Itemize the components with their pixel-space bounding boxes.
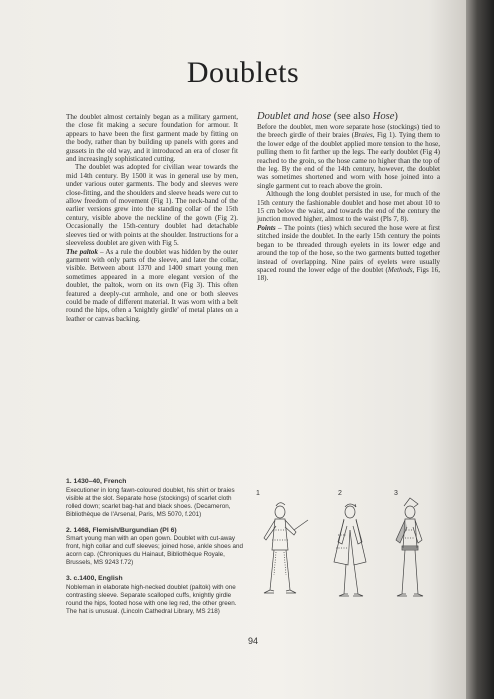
intro-paragraph: The doublet almost certainly began as a military garment, the close fit making a secure foundation for armour. It appears to have been the first garment made by fitting on the body, rather than by building up panels with gores and gussets in the old way, and it introduced an era of closer fit and increasingly sophisticated cutting. — [66, 113, 238, 164]
caption-1-text: Executioner in long fawn-coloured doublet, his shirt or braies visible at the slot. Separate hose (stockings) of scarlet cloth rolled down; scarlet bag-hat and black shoes. (Decameron, Bibliothèque de l'Arsenal, Paris, MS 5070, f.201) — [66, 486, 235, 518]
figure-2-label: 2 — [338, 490, 342, 497]
hose-text-a: Before the doublet, men wore separate hose (stockings) tied to the breech girdle of their braies ( — [257, 123, 440, 140]
subheading-hose-ref: Hose — [372, 111, 395, 122]
page-number: 94 — [247, 636, 258, 646]
civilian-wear-paragraph: The doublet was adopted for civilian wear towards the mid 14th century. By 1500 it was in general use by men, under various outer garments. The body and sleeves were close-fitting, and the shoulders and sleeve heads were cut to allow freedom of movement (Fig 1). The neck-band of the earlier versions grew into the standing collar of the 15th century, visible above the neckline of the gown (Fig 2). Occasionally the 15th-century doublet had detachable sleeves tied or with points at the shoulder. Instructions for a sleeveless doublet are given with Fig 5. — [66, 163, 238, 248]
subheading-close: ) — [394, 111, 398, 122]
caption-2 — [66, 527, 246, 568]
points-paragraph — [257, 224, 440, 283]
costume-figures-drawing — [250, 490, 450, 615]
points-text-b: , Figs 16, 18). — [257, 265, 440, 283]
book-gutter-shadow — [466, 0, 494, 699]
caption-3-heading: 3. c.1400, English — [66, 575, 123, 583]
paltok-paragraph — [66, 248, 238, 324]
long-doublet-paragraph: Although the long doublet persisted in use, for much of the 15th century the fashionable doublet and hose met about 10 to 15 cm below the waist, and towards the end of the century the junction moved higher, almost to the waist (Pls 7, 8). — [257, 190, 440, 224]
figure-1-executioner — [264, 503, 308, 593]
right-text-column — [257, 111, 440, 283]
caption-1-heading: 1. 1430–40, French — [66, 478, 127, 485]
hose-paragraph — [257, 123, 440, 190]
figure-1-label: 1 — [256, 490, 260, 497]
left-text-column — [66, 113, 238, 323]
figure-3-label: 3 — [394, 490, 398, 497]
points-text-a: – The points (ties) which secured the hose were at first stitched inside the doublet. In the early 15th century the points began to be threaded through eyelets in its lower edge and around the top of the hose, so the two garments butted together instead of overlapping. Nine pairs of eyelets were usually spaced round the lower edge of the doublet ( — [257, 223, 440, 274]
points-heading: Points — [257, 223, 276, 232]
caption-3-text: Nobleman in elaborate high-necked doublet (paltok) with one contrasting sleeve. Separate scalloped cuffs, knightly girdle round the hips, footed hose with one leg red, the other green. The hat is unusual. (Lincoln Cathedral Library, MS 218) — [66, 583, 237, 615]
hose-text-b: , Fig 1). Tying them to the lower edge of the doublet applied more tension to the hose, pulling them to fit farther up the legs. The early doublet (Fig 4) reached to the groin, so the hose came no higher than the top of the leg. By the end of the 14th century, however, the doublet was sometimes shortened and worn with hose joined into a single garment cut to reach above the groin. — [257, 131, 440, 190]
doublet-and-hose-subheading — [257, 111, 440, 123]
figure-captions — [66, 478, 246, 624]
paltok-text: – As a rule the doublet was hidden by the outer garment with only parts of the sleeve, and later the collar, visible. Between about 1370 and 1400 smart young men sometimes appeared in a more elegant version of the doublet, the paltok, worn on its own (Fig 3). This often featured a deeply-cut armhole, and one or both sleeves could be made of different material. It was worn with a belt round the hips, often a 'knightly girdle' of metal plates on a leather or canvas backing. — [66, 247, 238, 323]
subheading-see-also: (see also — [331, 111, 373, 122]
caption-2-heading: 2. 1468, Flemish/Burgundian (Pl 6) — [66, 526, 177, 534]
caption-1 — [66, 478, 246, 519]
figure-3-nobleman — [396, 498, 423, 596]
paltok-heading: The paltok — [66, 247, 98, 256]
figure-illustrations — [250, 490, 450, 610]
braies-ref: Braies — [354, 131, 373, 140]
subheading-main: Doublet and hose — [257, 111, 332, 122]
page-title: Doublets — [186, 56, 300, 89]
caption-3 — [66, 575, 246, 616]
methods-ref: Methods — [387, 265, 413, 274]
figure-2-young-man — [334, 504, 366, 596]
caption-2-text: Smart young man with an open gown. Doublet with cut-away front, high collar and cuff sleeves; joined hose, ankle shoes and acorn cap. (Chroniques du Hainaut, Bibliothèque Royale, Brussels, MS 9243 f.72) — [66, 535, 244, 567]
